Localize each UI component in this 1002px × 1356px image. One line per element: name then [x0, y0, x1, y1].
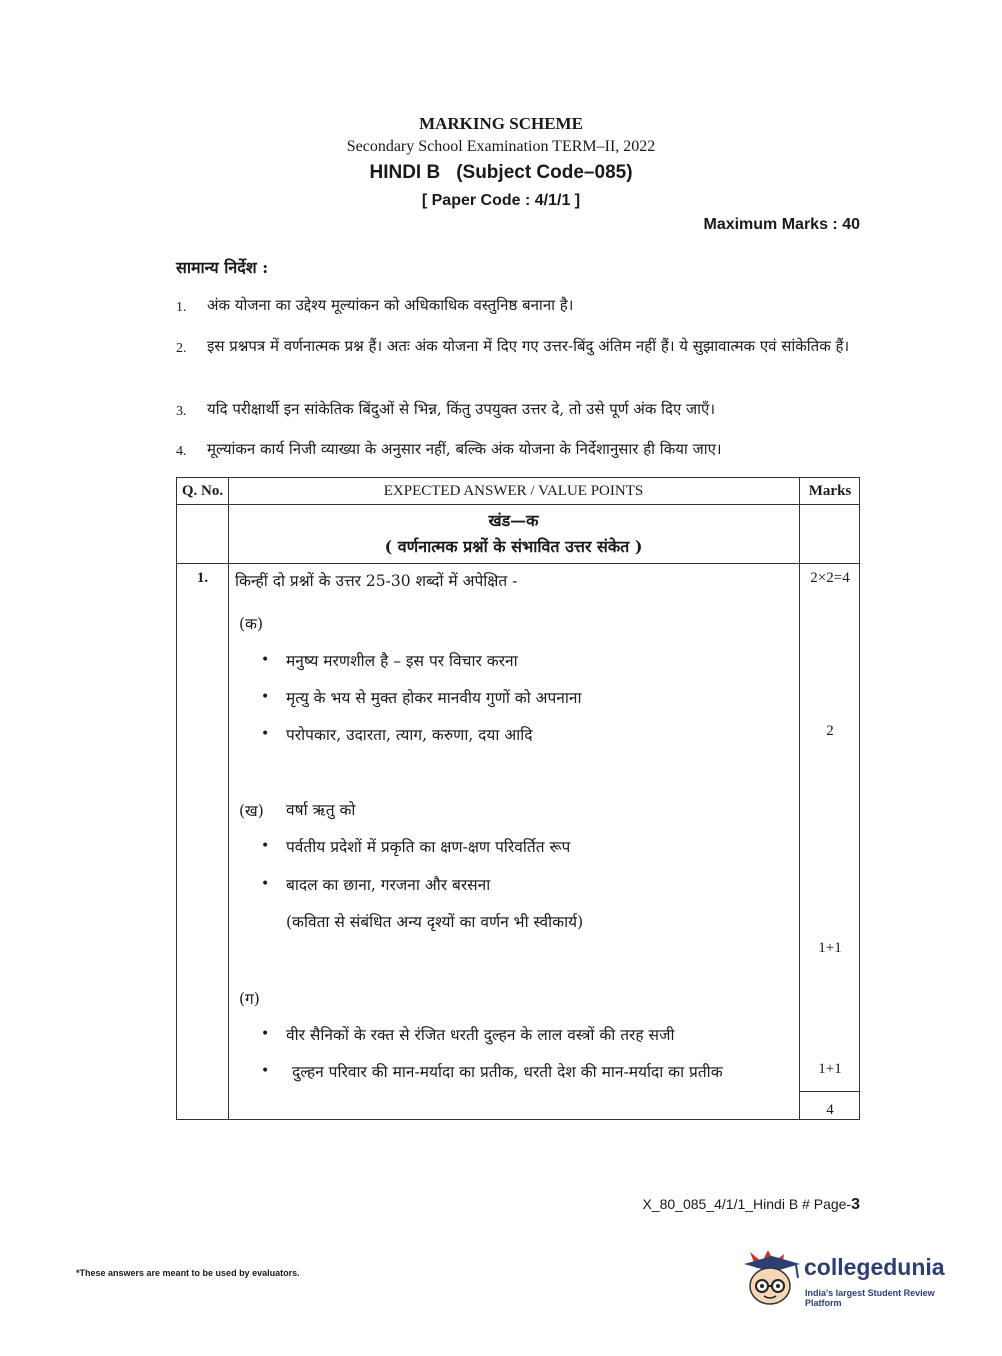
row-divider — [799, 1091, 859, 1092]
page-code-prefix: X_80_085_4/1/1_Hindi B # Page- — [642, 1196, 852, 1212]
instruction-number: 4. — [176, 444, 187, 459]
part-a-marks: 2 — [826, 723, 834, 739]
instruction-number: 1. — [176, 300, 187, 315]
subject-line — [0, 162, 1002, 184]
question-number: 1. — [196, 570, 209, 586]
part-c-label: (ग) — [239, 990, 260, 1008]
brand-tagline: India's largest Student Review Platform — [805, 1288, 935, 1308]
instruction-item — [176, 398, 862, 421]
scheme-title: MARKING SCHEME — [419, 114, 583, 133]
page-code — [642, 1196, 860, 1214]
general-instructions-title: सामान्य निर्देश : — [176, 258, 269, 277]
instruction-text: अंक योजना का उद्देश्य मूल्यांकन को अधिकाधिक वस्तुनिष्ठ बनाना है। — [207, 296, 574, 314]
brand-logo — [742, 1248, 972, 1318]
answer-point: दुल्हन परिवार की मान-मर्यादा का प्रतीक, धरती देश की मान-मर्यादा का प्रतीक — [292, 1063, 723, 1081]
answer-point: पर्वतीय प्रदेशों में प्रकृति का क्षण-क्षण परिवर्तित रूप — [286, 838, 571, 856]
instruction-text: इस प्रश्नपत्र में वर्णनात्मक प्रश्न हैं। अतः अंक योजना में दिए गए उत्तर-बिंदु अंतिम नहीं हैं। ये सुझावात्मक एवं सांकेतिक हैं। — [207, 337, 850, 355]
exam-title: Secondary School Examination TERM–II, 2022 — [346, 138, 656, 155]
mascot-icon — [742, 1248, 802, 1310]
bullet-icon: • — [261, 1026, 270, 1042]
section-title: खंड—क — [488, 511, 539, 530]
section-subtitle: ( वर्णनात्मक प्रश्नों के संभावित उत्तर संकेत ) — [384, 537, 643, 556]
row-divider — [177, 563, 859, 564]
row-divider — [177, 504, 859, 505]
bullet-icon: • — [261, 726, 270, 742]
header-marks: Marks — [808, 483, 852, 499]
instruction-text: मूल्यांकन कार्य निजी व्याख्या के अनुसार नहीं, बल्कि अंक योजना के निर्देशानुसार ही किया जाए। — [207, 440, 722, 458]
header-answer: EXPECTED ANSWER / VALUE POINTS — [383, 483, 644, 499]
total-marks: 4 — [826, 1102, 834, 1118]
paper-code: [ Paper Code : 4/1/1 ] — [421, 192, 581, 209]
instruction-number: 3. — [176, 404, 187, 419]
part-b-marks: 1+1 — [818, 940, 842, 956]
brand-name: collegedunia — [804, 1254, 945, 1280]
answer-note: (कविता से संबंधित अन्य दृश्यों का वर्णन भी स्वीकार्य) — [286, 913, 584, 931]
part-b-label: (ख) — [239, 802, 264, 820]
answer-point: मृत्यु के भय से मुक्त होकर मानवीय गुणों को अपनाना — [286, 689, 582, 707]
subject-name: HINDI B — [369, 162, 441, 183]
max-marks: Maximum Marks : 40 — [703, 216, 860, 233]
disclaimer: *These answers are meant to be used by evaluators. — [76, 1268, 300, 1278]
answer-point: वीर सैनिकों के रक्त से रंजित धरती दुल्हन के लाल वस्त्रों की तरह सजी — [286, 1026, 675, 1044]
page-number: 3 — [851, 1196, 860, 1213]
part-c-marks: 1+1 — [818, 1061, 842, 1077]
marking-table — [176, 477, 860, 1120]
bullet-icon: • — [261, 1063, 270, 1079]
answer-point: बादल का छाना, गरजना और बरसना — [286, 876, 491, 894]
question-text: किन्हीं दो प्रश्नों के उत्तर 25-30 शब्दों में अपेक्षित - — [235, 572, 518, 590]
question-marks: 2×2=4 — [810, 570, 850, 586]
bullet-icon: • — [261, 876, 270, 892]
column-divider — [228, 478, 229, 1119]
instruction-item — [176, 335, 862, 358]
answer-point: मनुष्य मरणशील है – इस पर विचार करना — [286, 652, 518, 670]
bullet-icon: • — [261, 838, 270, 854]
instruction-text: यदि परीक्षार्थी इन सांकेतिक बिंदुओं से भिन्न, किंतु उपयुक्त उत्तर दे, तो उसे पूर्ण अंक दिए जाएँ। — [207, 400, 716, 418]
instruction-item — [176, 294, 862, 317]
instruction-number: 2. — [176, 341, 187, 356]
header-qno: Q. No. — [181, 483, 224, 499]
instruction-item — [176, 438, 862, 461]
subject-code: (Subject Code–085) — [456, 162, 633, 183]
answer-point: परोपकार, उदारता, त्याग, करुणा, दया आदि — [286, 726, 533, 744]
bullet-icon: • — [261, 689, 270, 705]
part-b-intro: वर्षा ऋतु को — [286, 801, 356, 819]
part-a-label: (क) — [239, 615, 263, 633]
bullet-icon: • — [261, 652, 270, 668]
